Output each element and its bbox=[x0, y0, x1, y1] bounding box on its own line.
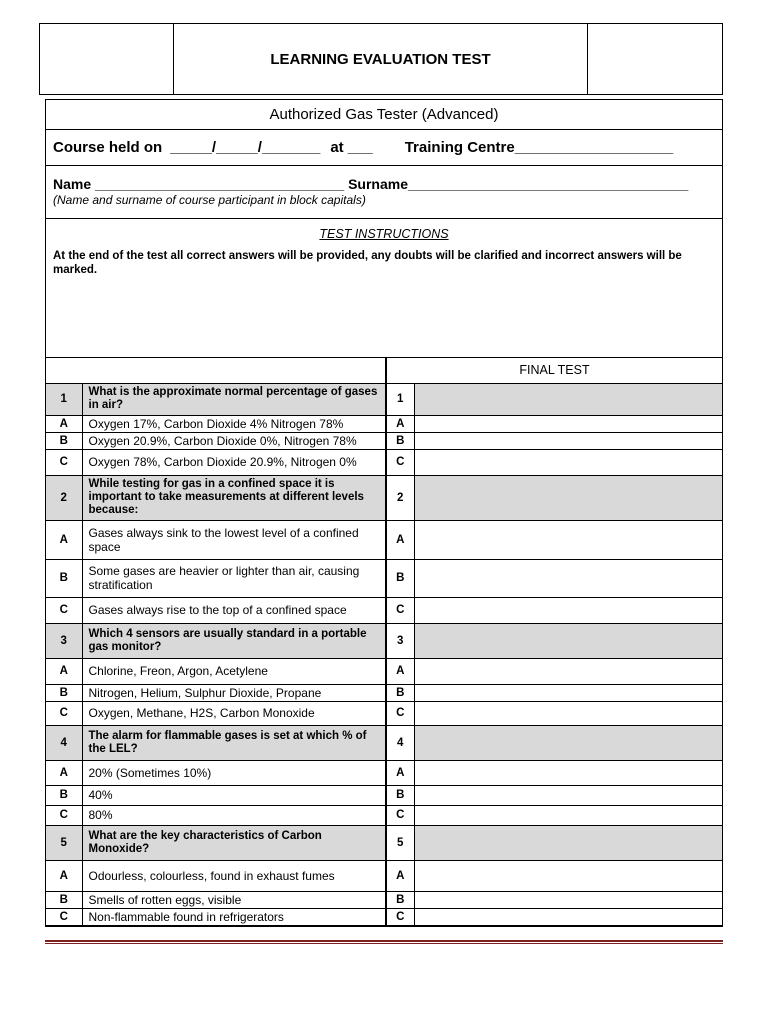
question-number: 4 bbox=[46, 725, 82, 760]
answer-cell[interactable] bbox=[414, 383, 722, 415]
option-text: Gases always rise to the top of a confined space bbox=[82, 597, 386, 623]
answer-cell[interactable] bbox=[414, 475, 722, 520]
option-text: 20% (Sometimes 10%) bbox=[82, 760, 386, 785]
answer-cell[interactable] bbox=[414, 449, 722, 475]
instructions-section bbox=[46, 219, 722, 358]
instructions-header: TEST INSTRUCTIONS bbox=[319, 227, 449, 241]
course-date-field[interactable]: _____/_____/_______ bbox=[170, 139, 321, 156]
answer-letter: A bbox=[386, 658, 414, 684]
answer-cell[interactable] bbox=[414, 725, 722, 760]
answer-letter: A bbox=[386, 520, 414, 559]
answer-cell[interactable] bbox=[414, 658, 722, 684]
answer-cell[interactable] bbox=[414, 559, 722, 597]
option-text: 40% bbox=[82, 785, 386, 805]
header-logo-cell-right bbox=[588, 24, 722, 94]
option-letter: C bbox=[46, 908, 82, 925]
answer-cell[interactable] bbox=[414, 825, 722, 860]
option-row bbox=[46, 597, 722, 623]
answer-letter: A bbox=[386, 860, 414, 891]
option-text: Chlorine, Freon, Argon, Acetylene bbox=[82, 658, 386, 684]
question-number: 3 bbox=[46, 623, 82, 658]
question-number: 2 bbox=[46, 475, 82, 520]
answer-number: 2 bbox=[386, 475, 414, 520]
at-field[interactable]: ___ bbox=[347, 139, 373, 156]
question-row bbox=[46, 825, 722, 860]
question-row bbox=[46, 623, 722, 658]
option-text: Non-flammable found in refrigerators bbox=[82, 908, 386, 925]
name-label: Name bbox=[53, 176, 92, 192]
option-row bbox=[46, 908, 722, 925]
question-text: What is the approximate normal percentage of gases in air? bbox=[82, 383, 386, 415]
course-label: Course held on bbox=[53, 139, 163, 156]
answer-cell[interactable] bbox=[414, 908, 722, 925]
option-text: Oxygen 17%, Carbon Dioxide 4% Nitrogen 78% bbox=[82, 415, 386, 432]
training-centre-label: Training Centre bbox=[404, 139, 515, 156]
option-letter: C bbox=[46, 597, 82, 623]
option-letter: B bbox=[46, 785, 82, 805]
answer-letter: C bbox=[386, 805, 414, 825]
option-letter: A bbox=[46, 520, 82, 559]
option-row bbox=[46, 701, 722, 725]
name-field[interactable]: ________________________________ bbox=[95, 176, 345, 192]
answer-cell[interactable] bbox=[414, 701, 722, 725]
answer-cell[interactable] bbox=[414, 520, 722, 559]
option-letter: C bbox=[46, 701, 82, 725]
answer-number: 4 bbox=[386, 725, 414, 760]
answer-number: 5 bbox=[386, 825, 414, 860]
answer-cell[interactable] bbox=[414, 785, 722, 805]
option-text: Gases always sink to the lowest level of a confined space bbox=[82, 520, 386, 559]
option-letter: B bbox=[46, 559, 82, 597]
instructions-text: At the end of the test all correct answers will be provided, any doubts will be clarified and incorrect answers will be marked. bbox=[53, 250, 682, 276]
option-letter: A bbox=[46, 760, 82, 785]
answer-cell[interactable] bbox=[414, 891, 722, 908]
answer-cell[interactable] bbox=[414, 805, 722, 825]
option-text: Nitrogen, Helium, Sulphur Dioxide, Propane bbox=[82, 684, 386, 701]
form-subtitle: Authorized Gas Tester (Advanced) bbox=[46, 100, 722, 130]
questions-table bbox=[46, 358, 722, 926]
option-text: Oxygen 20.9%, Carbon Dioxide 0%, Nitrogen 78% bbox=[82, 432, 386, 449]
option-row bbox=[46, 891, 722, 908]
answer-cell[interactable] bbox=[414, 432, 722, 449]
option-text: Odourless, colourless, found in exhaust fumes bbox=[82, 860, 386, 891]
option-text: Oxygen 78%, Carbon Dioxide 20.9%, Nitrogen 0% bbox=[82, 449, 386, 475]
answer-cell[interactable] bbox=[414, 760, 722, 785]
option-row bbox=[46, 432, 722, 449]
evaluation-form bbox=[45, 99, 723, 927]
answer-cell[interactable] bbox=[414, 597, 722, 623]
header-box bbox=[39, 23, 723, 95]
answer-letter: A bbox=[386, 415, 414, 432]
answer-number: 3 bbox=[386, 623, 414, 658]
option-letter: B bbox=[46, 432, 82, 449]
question-text: Which 4 sensors are usually standard in a portable gas monitor? bbox=[82, 623, 386, 658]
question-row bbox=[46, 725, 722, 760]
answer-letter: B bbox=[386, 684, 414, 701]
surname-label: Surname bbox=[348, 176, 408, 192]
option-row bbox=[46, 415, 722, 432]
course-row bbox=[46, 130, 722, 166]
question-text: What are the key characteristics of Carbon Monoxide? bbox=[82, 825, 386, 860]
answer-letter: B bbox=[386, 432, 414, 449]
at-label: at bbox=[330, 139, 344, 156]
name-row bbox=[46, 166, 722, 219]
option-row bbox=[46, 684, 722, 701]
header-logo-cell-left bbox=[40, 24, 174, 94]
answer-cell[interactable] bbox=[414, 415, 722, 432]
question-text: The alarm for flammable gases is set at which % of the LEL? bbox=[82, 725, 386, 760]
option-text: Smells of rotten eggs, visible bbox=[82, 891, 386, 908]
footer-divider bbox=[45, 940, 723, 944]
answer-letter: C bbox=[386, 449, 414, 475]
answer-letter: B bbox=[386, 559, 414, 597]
option-row bbox=[46, 559, 722, 597]
question-text: While testing for gas in a confined space it is important to take measurements at different levels because: bbox=[82, 475, 386, 520]
option-text: Oxygen, Methane, H2S, Carbon Monoxide bbox=[82, 701, 386, 725]
question-number: 1 bbox=[46, 383, 82, 415]
answer-cell[interactable] bbox=[414, 684, 722, 701]
option-letter: B bbox=[46, 684, 82, 701]
option-row bbox=[46, 805, 722, 825]
option-row bbox=[46, 860, 722, 891]
answer-letter: B bbox=[386, 785, 414, 805]
final-test-header-row bbox=[46, 358, 722, 383]
option-text: 80% bbox=[82, 805, 386, 825]
option-letter: A bbox=[46, 860, 82, 891]
question-row bbox=[46, 383, 722, 415]
answer-letter: C bbox=[386, 908, 414, 925]
answer-letter: C bbox=[386, 597, 414, 623]
option-row bbox=[46, 520, 722, 559]
answer-cell[interactable] bbox=[414, 860, 722, 891]
question-row bbox=[46, 475, 722, 520]
answer-number: 1 bbox=[386, 383, 414, 415]
option-row bbox=[46, 449, 722, 475]
option-row bbox=[46, 658, 722, 684]
name-note: (Name and surname of course participant in block capitals) bbox=[53, 193, 366, 207]
option-letter: B bbox=[46, 891, 82, 908]
answer-letter: B bbox=[386, 891, 414, 908]
header-blank-cell bbox=[46, 358, 386, 383]
surname-field[interactable]: ____________________________________ bbox=[408, 176, 689, 192]
option-letter: A bbox=[46, 658, 82, 684]
option-letter: A bbox=[46, 415, 82, 432]
answer-cell[interactable] bbox=[414, 623, 722, 658]
answer-letter: C bbox=[386, 701, 414, 725]
page-title: LEARNING EVALUATION TEST bbox=[174, 24, 588, 94]
question-number: 5 bbox=[46, 825, 82, 860]
training-centre-field[interactable]: ___________________ bbox=[514, 139, 674, 156]
option-row bbox=[46, 785, 722, 805]
answer-letter: A bbox=[386, 760, 414, 785]
final-test-label: FINAL TEST bbox=[386, 358, 722, 383]
option-letter: C bbox=[46, 805, 82, 825]
option-text: Some gases are heavier or lighter than air, causing stratification bbox=[82, 559, 386, 597]
option-letter: C bbox=[46, 449, 82, 475]
option-row bbox=[46, 760, 722, 785]
